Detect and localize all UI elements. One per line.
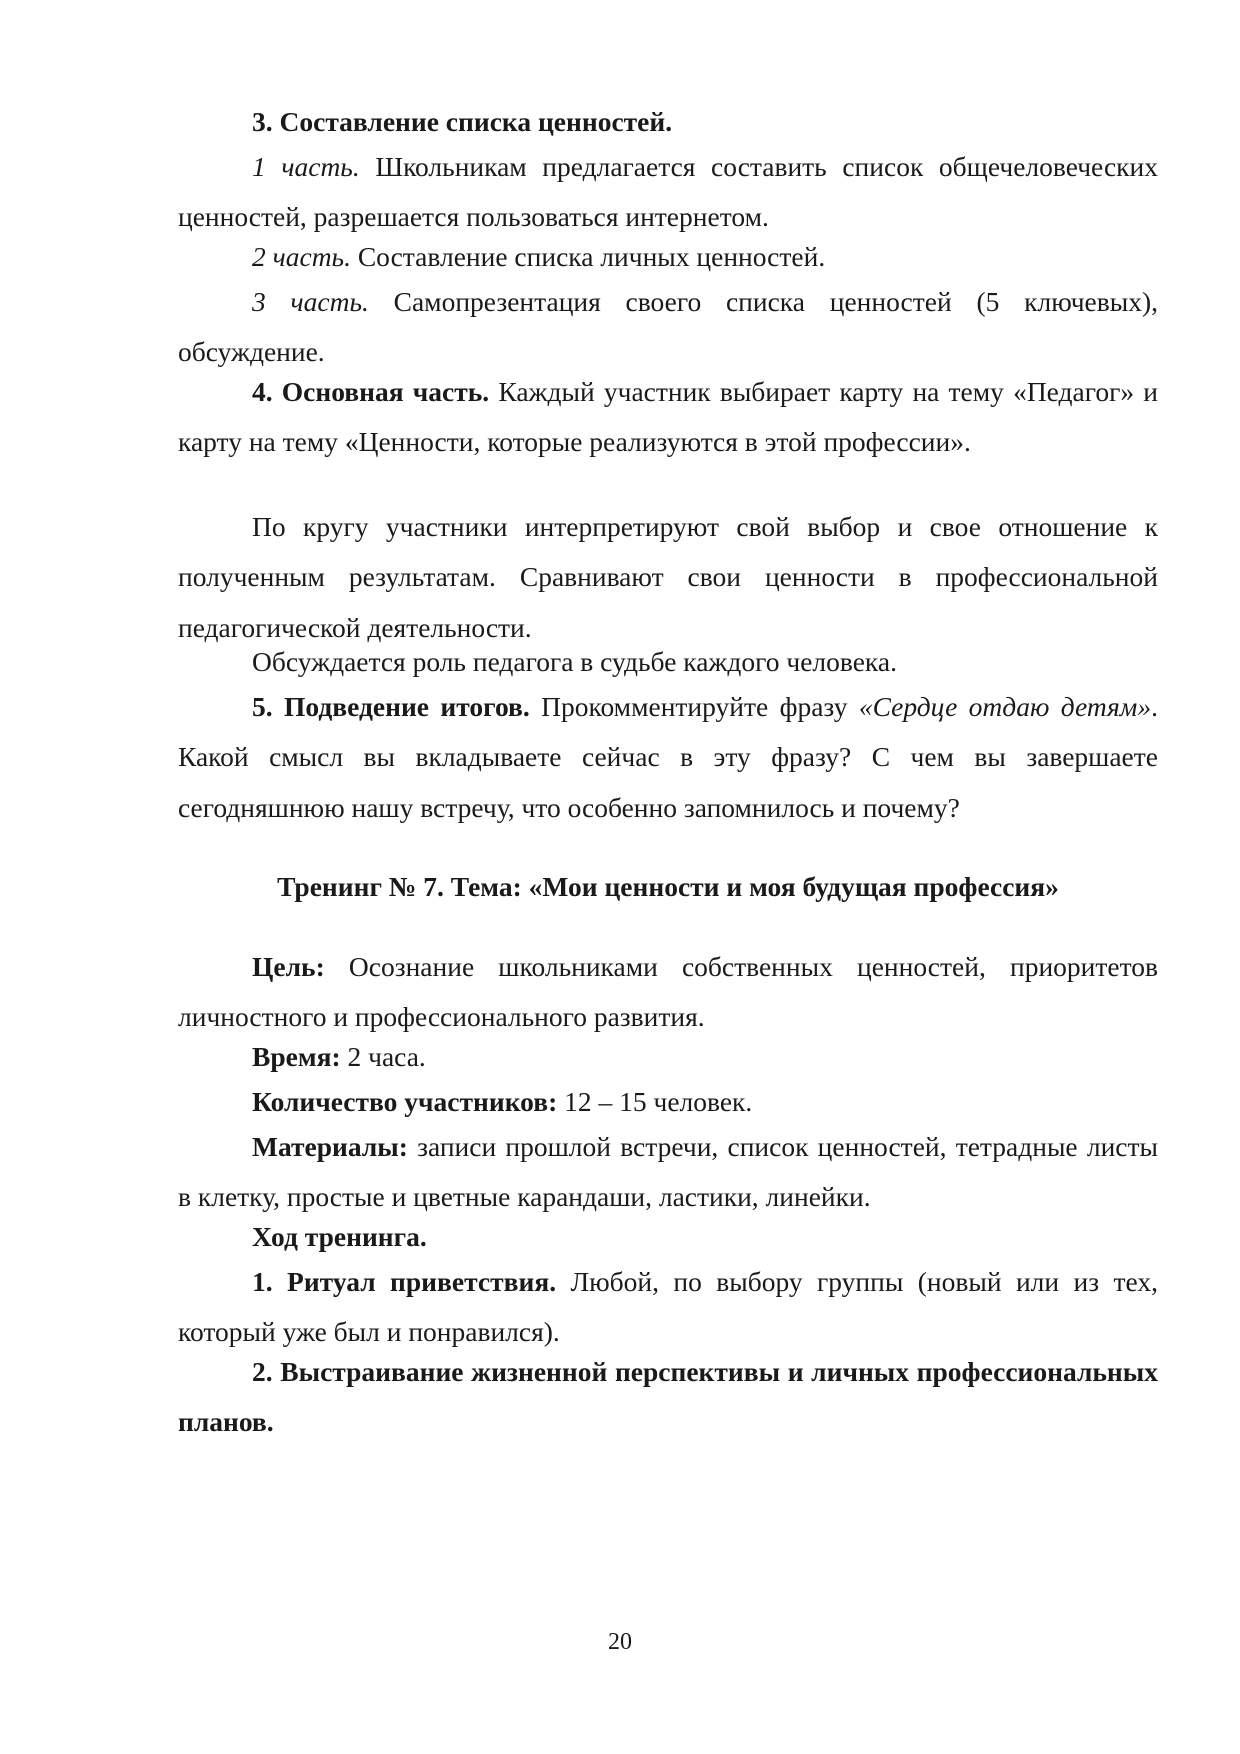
section5-quote: «Сердце отдаю детям» (858, 691, 1152, 722)
part3-label: 3 часть. (252, 286, 369, 317)
training7-title-text: Тренинг № 7. Тема: «Мои ценности и моя будущая профессия» (277, 871, 1059, 902)
training7-participants (178, 1077, 1158, 1127)
goal-label: Цель: (252, 951, 325, 982)
section3-heading-text: 3. Составление списка ценностей. (252, 106, 673, 137)
section4-para3-text: Обсуждается роль педагога в судьбе каждого человека. (252, 646, 897, 677)
part2-text: Составление списка личных ценностей. (350, 241, 826, 272)
training7-goal (178, 942, 1158, 1043)
participants-text: 12 – 15 человек. (557, 1086, 753, 1117)
section4-paragraph (178, 367, 1158, 468)
section5-text-after: . Какой смысл вы вкладываете сейчас в эту фразу? С чем вы завершаете сегодняшнюю нашу встречу, что особенно запомнилось и почему? (178, 691, 1158, 823)
section3-heading (178, 97, 1158, 147)
section4-heading: 4. Основная часть. (252, 376, 490, 407)
section4-paragraph-2 (178, 502, 1158, 653)
course-heading-text: Ход тренинга. (252, 1221, 427, 1252)
materials-label: Материалы: (252, 1131, 408, 1162)
section4-text: Каждый участник выбирает карту на тему «Педагог» и карту на тему «Ценности, которые реализуются в этой профессии». (178, 376, 1158, 458)
step1-heading: 1. Ритуал приветствия. (252, 1266, 557, 1297)
materials-text: записи прошлой встречи, список ценностей, тетрадные листы в клетку, простые и цветные карандаши, ластики, линейки. (178, 1131, 1158, 1213)
section5-paragraph (178, 682, 1158, 833)
part1-label: 1 часть. (252, 151, 360, 182)
participants-label: Количество участников: (252, 1086, 558, 1117)
section5-text-before: Прокомментируйте фразу (529, 691, 859, 722)
time-text: 2 часа. (340, 1041, 426, 1072)
section4-paragraph-3 (178, 637, 1158, 687)
part3-text: Самопрезентация своего списка ценностей (5 ключевых), обсуждение. (178, 286, 1158, 368)
time-label: Время: (252, 1041, 341, 1072)
page-number: 20 (608, 1629, 632, 1655)
section3-part1 (178, 142, 1158, 243)
step1-text: Любой, по выбору группы (новый или из тех, который уже был и понравился). (178, 1266, 1158, 1348)
step2-heading: 2. Выстраивание жизненной перспективы и личных профессиональных планов. (178, 1356, 1158, 1438)
section4-para2-text: По кругу участники интерпретируют свой выбор и свое отношение к полученным результатам. Сравнивают свои ценности в профессиональной педагогической деятельности. (178, 511, 1158, 643)
section3-part2 (178, 232, 1158, 282)
part1-text: Школьникам предлагается составить список общечеловеческих ценностей, разрешается пользоваться интернетом. (178, 151, 1158, 233)
training7-time (178, 1032, 1158, 1082)
training7-title (178, 862, 1158, 912)
training7-course-heading (178, 1212, 1158, 1262)
training7-materials (178, 1122, 1158, 1223)
training7-step1 (178, 1257, 1158, 1358)
section3-part3 (178, 277, 1158, 378)
section5-heading: 5. Подведение итогов. (252, 691, 530, 722)
training7-step2 (178, 1347, 1158, 1448)
part2-label: 2 часть. (252, 241, 351, 272)
goal-text: Осознание школьниками собственных ценностей, приоритетов личностного и профессионального развития. (178, 951, 1158, 1033)
